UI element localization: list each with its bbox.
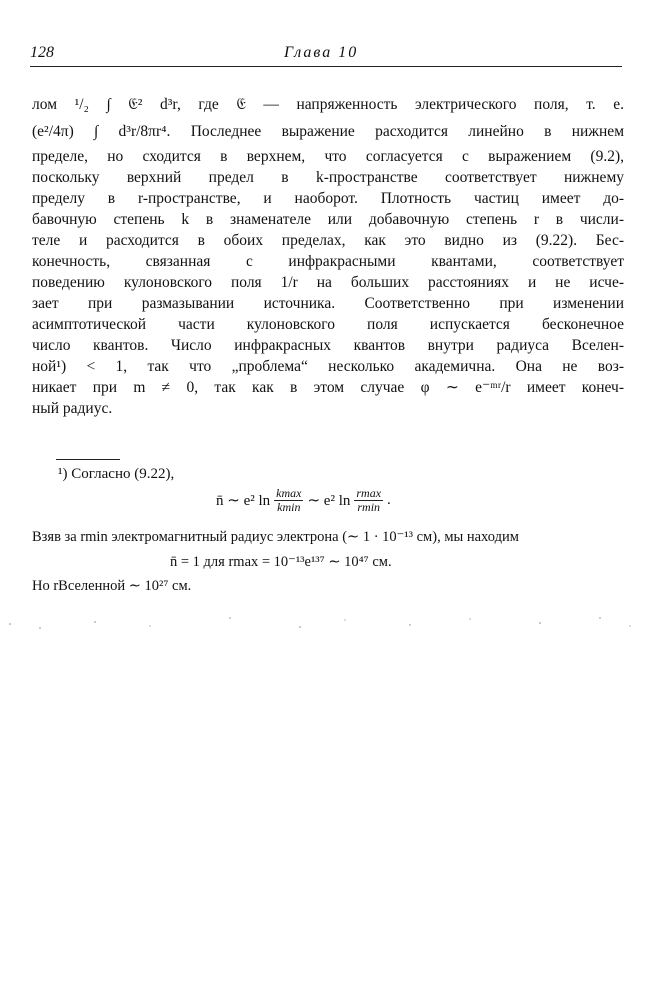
fraction-k xyxy=(274,487,303,514)
fraction-denominator: rmin xyxy=(357,500,381,514)
text-line: поведению кулоновского поля 1/r на больших расстояниях и не исче- xyxy=(32,274,624,291)
page-number: 128 xyxy=(30,44,54,61)
text-line: теле и расходится в обоих пределах, как это видно из (9.22). Бес- xyxy=(32,232,624,249)
footnote-line: Взяв за rmin электромагнитный радиус электрона (∼ 1 · 10⁻¹³ см), мы находим xyxy=(32,529,519,545)
fraction-r xyxy=(354,487,383,514)
main-paragraph xyxy=(32,92,624,419)
text-line: асимптотической части кулоновского поля испускается бесконечное xyxy=(32,316,624,333)
fraction-numerator: rmax xyxy=(356,486,382,500)
fraction-numerator: kmax xyxy=(276,486,302,500)
scan-noise xyxy=(0,600,655,640)
text-line: зает при размазывании источника. Соответственно при изменении xyxy=(32,295,624,312)
footnote-formula xyxy=(216,487,391,514)
text-line: (e²/4π) ∫ d³r/8πr⁴. Последнее выражение расходится линейно в нижнем xyxy=(32,123,624,140)
text-line: пределе, но сходится в верхнем, что согласуется с выражением (9.2), xyxy=(32,148,624,165)
formula-lhs: n̄ ∼ e² ln xyxy=(216,493,271,509)
footnote-line: Но rВселенной ∼ 10²⁷ см. xyxy=(32,578,192,594)
text-line: никает при m ≠ 0, так как в этом случае φ ∼ e⁻ᵐʳ/r имеет конеч- xyxy=(32,379,624,396)
fraction-denominator: kmin xyxy=(277,500,301,514)
formula-mid: ∼ e² ln xyxy=(307,493,351,509)
running-head: Глава 10 xyxy=(284,44,359,61)
text-line: лом ¹/₂ ∫ 𝔈² d³r, где 𝔈 — напряженность электрического поля, т. е. xyxy=(32,96,624,113)
text-line: бавочную степень k в знаменателе или добавочную степень r в числи- xyxy=(32,211,624,228)
page-header xyxy=(30,44,622,67)
footnote-divider xyxy=(56,459,120,460)
formula-end: . xyxy=(387,492,391,508)
text-line: число квантов. Число инфракрасных квантов внутри радиуса Вселен- xyxy=(32,337,624,354)
text-line: ный радиус. xyxy=(32,400,113,417)
text-line: пределу в r-пространстве, и наоборот. Плотность частиц имеет до- xyxy=(32,190,624,207)
text-line: ной¹) < 1, так что „проблема“ несколько академична. Она не воз- xyxy=(32,358,624,375)
text-line: конечность, связанная с инфракрасными квантами, соответствует xyxy=(32,253,624,270)
footnote-equation: n̄ = 1 для rmax = 10⁻¹³e¹³⁷ ∼ 10⁴⁷ см. xyxy=(170,554,392,570)
footnote-intro: ¹) Согласно (9.22), xyxy=(58,466,175,482)
text-line: поскольку верхний предел в k-пространстве соответствует нижнему xyxy=(32,169,624,186)
